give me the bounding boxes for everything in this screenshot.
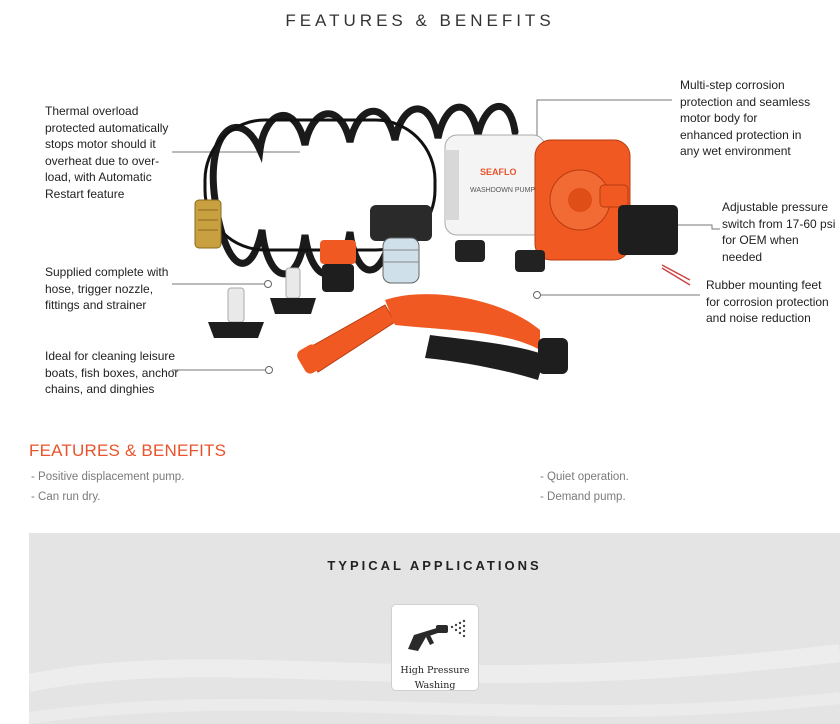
callout-ideal-for-cleaning: Ideal for cleaning leisure boats, fish boxes, anchor chains, and dinghies <box>45 349 179 396</box>
rubber-feet <box>515 250 545 272</box>
feature-item: - Demand pump. <box>540 491 626 503</box>
hose-connector <box>320 240 356 292</box>
callout-corrosion-protection: Multi-step corrosion protection and seamless motor body for enhanced protection in any wet environment <box>680 78 811 158</box>
svg-text:WASHDOWN PUMP: WASHDOWN PUMP <box>470 187 536 194</box>
trigger-nozzle <box>295 294 568 380</box>
pressure-switch <box>618 205 678 255</box>
application-label-line1: High Pressure <box>400 665 470 676</box>
callout-rubber-feet: Rubber mounting feet for corrosion protection and noise reduction <box>706 278 829 325</box>
applications-heading: TYPICAL APPLICATIONS <box>327 558 542 573</box>
page-title: FEATURES & BENEFITS <box>285 11 555 30</box>
callout-supplied-complete: Supplied complete with hose, trigger nozzle, fittings and strainer <box>45 265 169 312</box>
spray-gun-icon <box>392 605 480 665</box>
application-card-high-pressure-washing[interactable] <box>391 604 479 691</box>
svg-text:SEAFLO: SEAFLO <box>480 167 517 177</box>
fittings <box>208 268 316 338</box>
features-heading: FEATURES & BENEFITS <box>29 441 227 460</box>
feature-item: - Quiet operation. <box>540 471 629 483</box>
brass-fitting <box>195 200 221 248</box>
strainer <box>370 205 432 283</box>
feature-item: - Positive displacement pump. <box>31 471 185 483</box>
pump-head <box>535 140 630 260</box>
feature-item: - Can run dry. <box>31 491 101 503</box>
pump-motor <box>445 135 545 235</box>
application-label-line2: Washing <box>414 680 456 691</box>
callout-pressure-switch: Adjustable pressure switch from 17-60 psi for OEM when needed <box>722 200 836 264</box>
callout-thermal-overload: Thermal overload protected automatically stops motor should it overheat due to over- load, with Automatic Restart feature <box>45 104 169 201</box>
typical-applications-panel <box>29 533 840 724</box>
